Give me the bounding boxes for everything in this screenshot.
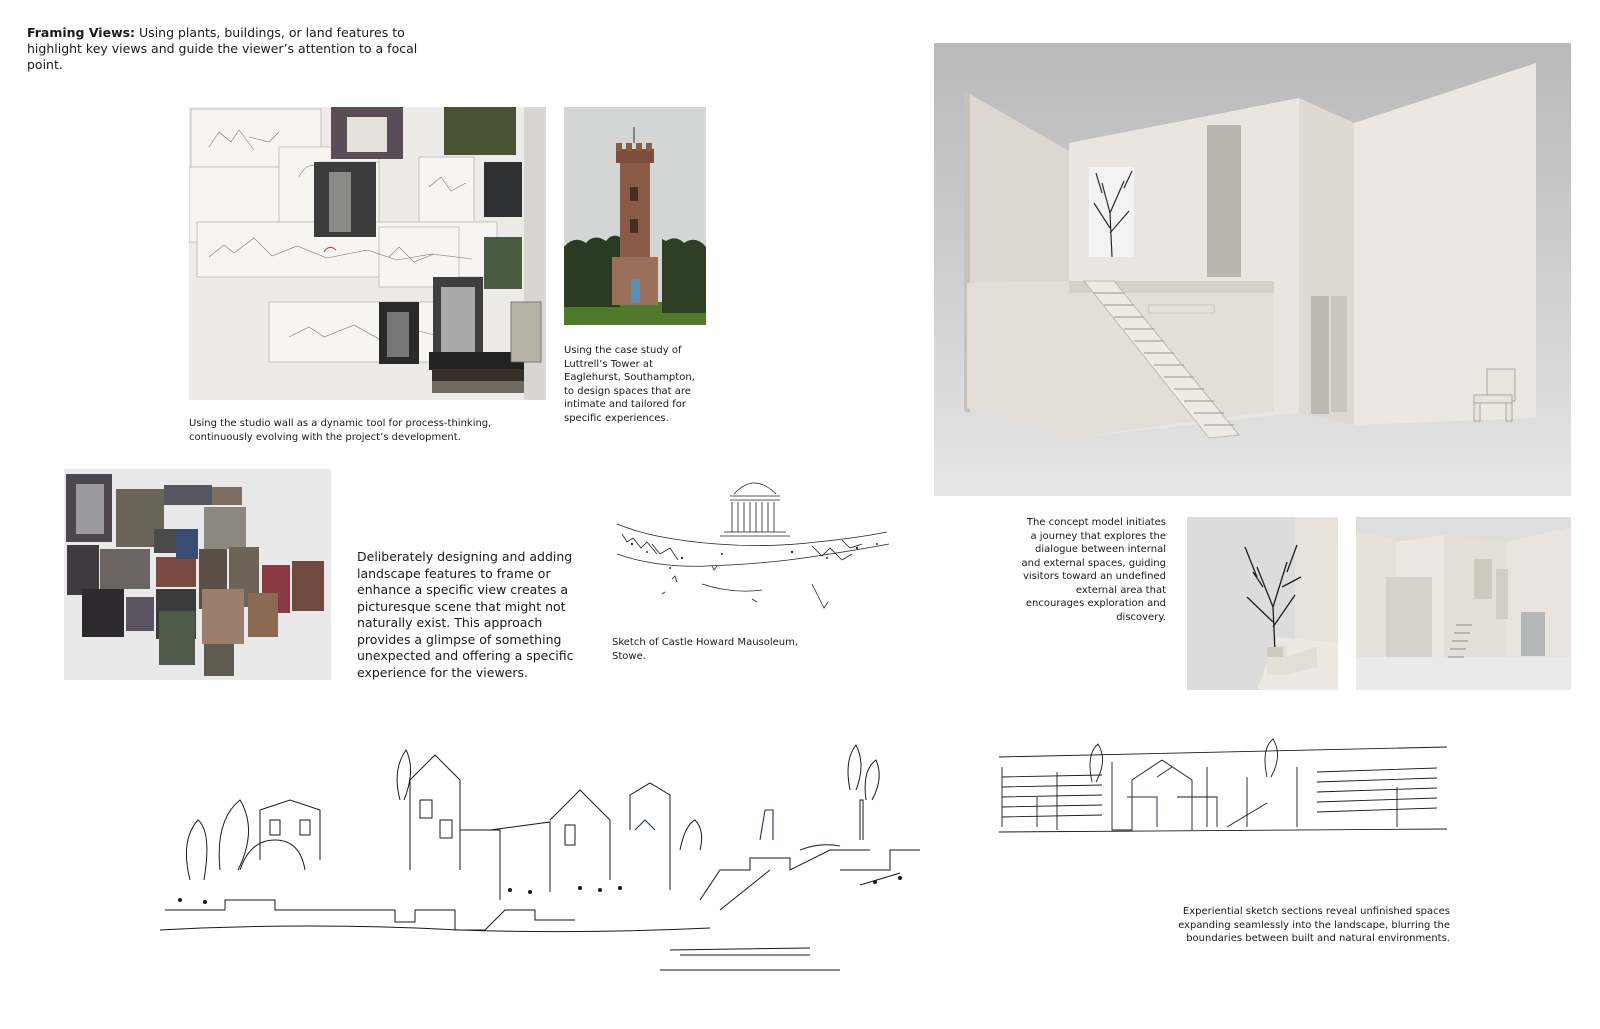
mausoleum-caption: Sketch of Castle Howard Mausoleum, Stowe. — [612, 637, 799, 662]
studio-wall-caption: Using the studio wall as a dynamic tool for process-thinking, continuously evolving with the project’s development. — [189, 418, 492, 443]
model-tree-photo — [1187, 517, 1338, 690]
section-sketch-small — [997, 737, 1449, 857]
landscape-description: Deliberately designing and adding landscape features to frame or enhance a specific view creates a picturesque scene that might not naturally exist. This approach provides a glimpse of something unexpected and offering a specific experience for the viewers. — [357, 549, 574, 680]
intro-heading: Framing Views: — [27, 25, 136, 40]
mausoleum-sketch — [612, 474, 895, 630]
luttrells-tower-caption: Using the case study of Luttrell’s Tower at Eaglehurst, Southampton, to design spaces that are intimate and tailored for specific experiences. — [564, 345, 695, 424]
studio-wall-photo — [189, 107, 546, 400]
section-sketch-caption: Experiential sketch sections reveal unfinished spaces expanding seamlessly into the landscape, blurring the boundaries between built and natural environments. — [1178, 906, 1450, 944]
intro-body: Using plants, buildings, or land features to highlight key views and guide the viewer’s attention to a focal point. — [27, 25, 418, 72]
landscape-collage-photo — [64, 469, 331, 680]
concept-model-photo — [934, 43, 1571, 496]
intro-text — [27, 25, 437, 73]
section-sketch-large — [160, 730, 1000, 1020]
concept-model-caption: The concept model initiates a journey that explores the dialogue between internal and external spaces, guiding visitors toward an undefined external area that encourages exploration and discovery. — [1021, 517, 1166, 623]
luttrells-tower-photo — [564, 107, 706, 325]
model-interior-photo — [1356, 517, 1571, 690]
